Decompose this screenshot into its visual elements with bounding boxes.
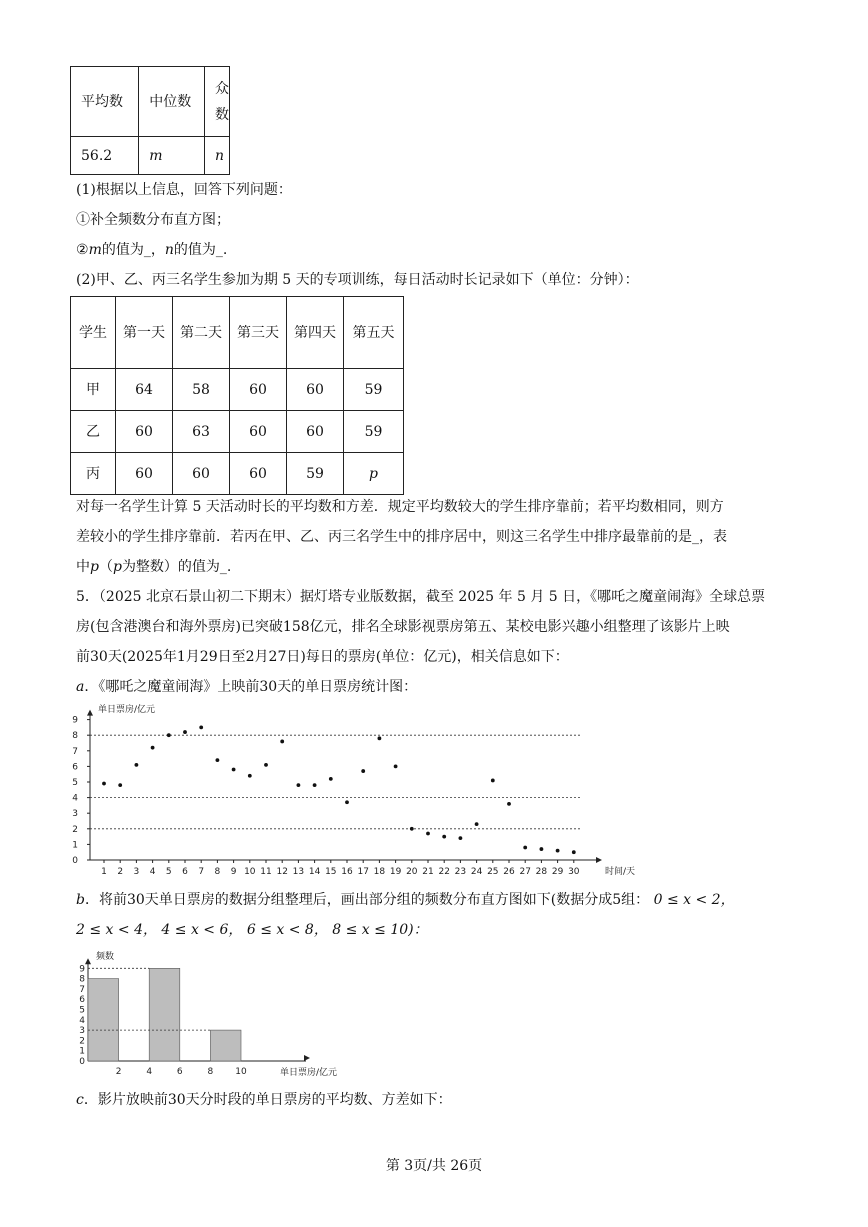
x-tick-label: 3 — [133, 867, 140, 877]
cell: 60 — [230, 411, 287, 453]
paragraph-line-3: 中p（p为整数）的值为_. — [76, 559, 232, 575]
question-1a: ①补全频数分布直方图； — [76, 212, 230, 228]
cell: 60 — [116, 453, 173, 495]
y-tick-label: 5 — [79, 1005, 85, 1016]
data-point — [297, 783, 301, 787]
data-point — [167, 733, 171, 737]
training-header-student: 学生 — [71, 297, 116, 369]
x-tick-label: 2 — [115, 1067, 122, 1077]
data-point — [378, 736, 382, 740]
cell: 60 — [230, 453, 287, 495]
data-point — [475, 822, 479, 826]
training-header-day1: 第一天 — [116, 297, 173, 369]
x-axis-label: 单日票房/亿元 — [280, 1068, 338, 1078]
x-tick-label: 11 — [260, 867, 272, 877]
x-tick-label: 6 — [182, 867, 188, 877]
data-point — [329, 777, 333, 781]
histogram-bar — [149, 968, 180, 1061]
y-tick-label: 9 — [79, 964, 85, 975]
y-tick-label: 0 — [79, 1057, 85, 1067]
cell: 60 — [116, 411, 173, 453]
y-tick-label: 1 — [72, 840, 78, 851]
data-point — [442, 835, 446, 839]
x-tick-label: 19 — [389, 867, 402, 877]
x-tick-label: 8 — [207, 1067, 214, 1077]
cell: 乙 — [71, 411, 116, 453]
stats-table — [70, 66, 230, 175]
data-point — [216, 758, 220, 762]
data-point — [151, 746, 155, 750]
x-tick-label: 20 — [406, 867, 418, 877]
x-tick-label: 8 — [214, 867, 221, 877]
x-tick-label: 16 — [341, 867, 353, 877]
stats-header-mode: 众数 — [205, 67, 230, 137]
x-axis-label: 时间/天 — [605, 867, 636, 877]
histogram-bar — [210, 1030, 241, 1061]
x-tick-label: 17 — [357, 867, 369, 877]
x-tick-label: 14 — [308, 867, 321, 877]
x-tick-label: 28 — [535, 867, 548, 877]
y-tick-label: 8 — [72, 731, 78, 742]
scatter-chart — [60, 700, 640, 880]
x-tick-label: 22 — [438, 867, 450, 877]
data-point — [313, 783, 317, 787]
data-point — [459, 836, 463, 840]
x-tick-label: 2 — [117, 867, 124, 877]
stats-value-median: m — [139, 137, 205, 175]
y-tick-label: 7 — [72, 746, 78, 757]
y-tick-label: 3 — [72, 809, 78, 820]
data-point — [135, 763, 139, 767]
x-tick-label: 30 — [568, 867, 580, 877]
data-point — [183, 730, 187, 734]
stats-value-mean: 56.2 — [71, 137, 139, 175]
y-tick-label: 3 — [79, 1026, 85, 1037]
y-tick-label: 4 — [79, 1015, 85, 1026]
training-header-day5: 第五天 — [344, 297, 404, 369]
data-point — [523, 846, 527, 850]
question-5-line-1: 5．（2025 北京石景山初二下期末）据灯塔专业版数据，截至 2025 年 5 月 5 日，《哪吒之魔童闹海》全球总票 — [76, 589, 766, 605]
y-axis-arrow — [85, 958, 91, 964]
x-axis-arrow — [304, 1055, 310, 1061]
y-tick-label: 2 — [79, 1036, 85, 1047]
y-tick-label: 0 — [72, 856, 78, 866]
x-tick-label: 4 — [146, 1067, 153, 1077]
question-5-line-3: 前30天(2025年1月29日至2月27日)每日的票房(单位：亿元)，相关信息如下： — [76, 649, 569, 665]
data-point — [426, 832, 430, 836]
x-axis-arrow — [596, 857, 602, 863]
x-tick-label: 6 — [176, 1067, 183, 1077]
question-5-line-2: 房(包含港澳台和海外票房)已突破158亿元，排名全球影视票房第五、某校电影兴趣小组整理了该影片上映 — [76, 619, 730, 635]
data-point — [280, 740, 284, 744]
y-axis-arrow — [87, 710, 93, 716]
x-tick-label: 4 — [149, 867, 156, 877]
x-tick-label: 12 — [276, 867, 288, 877]
part-c-title: c．影片放映前30天分时段的单日票房的平均数、方差如下： — [76, 1092, 452, 1108]
part-b-title: b．将前30天单日票房的数据分组整理后，画出部分组的频数分布直方图如下(数据分成5组： 0 ≤ x < 2， — [76, 892, 735, 908]
data-point — [102, 782, 106, 786]
x-tick-label: 13 — [292, 867, 305, 877]
training-header-day3: 第三天 — [230, 297, 287, 369]
question-1: (1)根据以上信息，回答下列问题： — [76, 182, 292, 198]
page-footer: 第 3页/共 26页 — [385, 1158, 483, 1174]
x-tick-label: 24 — [470, 867, 483, 877]
y-tick-label: 4 — [72, 793, 78, 804]
cell: 60 — [287, 369, 344, 411]
x-tick-label: 27 — [519, 867, 531, 877]
data-point — [410, 827, 414, 831]
paragraph-line-2: 差较小的学生排序靠前．若丙在甲、乙、丙三名学生中的排序居中，则这三名学生中排序最靠前的是_，表 — [76, 529, 727, 545]
training-table — [70, 296, 404, 495]
data-point — [572, 850, 576, 854]
y-axis-label: 频数 — [96, 952, 115, 962]
paragraph-line-1: 对每一名学生计算 5 天活动时长的平均数和方差．规定平均数较大的学生排序靠前；若平均数相同，则方 — [76, 499, 724, 515]
data-point — [345, 800, 349, 804]
cell: 59 — [344, 369, 404, 411]
data-point — [540, 847, 544, 851]
cell: 64 — [116, 369, 173, 411]
x-tick-label: 21 — [422, 867, 434, 877]
cell: 60 — [173, 453, 230, 495]
part-a-title: a．《哪吒之魔童闹海》上映前30天的单日票房统计图： — [76, 679, 418, 695]
cell: 甲 — [71, 369, 116, 411]
y-tick-label: 6 — [72, 762, 78, 773]
y-tick-label: 9 — [72, 715, 78, 726]
cell: 63 — [173, 411, 230, 453]
data-point — [232, 768, 236, 772]
x-tick-label: 23 — [454, 867, 467, 877]
y-tick-label: 7 — [79, 984, 85, 995]
table-row — [71, 411, 404, 453]
data-point — [264, 763, 268, 767]
training-header-day4: 第四天 — [287, 297, 344, 369]
y-tick-label: 5 — [72, 778, 78, 788]
y-tick-label: 1 — [79, 1046, 85, 1057]
data-point — [507, 802, 511, 806]
x-tick-label: 18 — [373, 867, 386, 877]
stats-value-mode: n — [205, 137, 230, 175]
data-point — [118, 783, 122, 787]
table-row — [71, 369, 404, 411]
question-2: (2)甲、乙、丙三名学生参加为期 5 天的专项训练，每日活动时长记录如下（单位：分钟）： — [76, 272, 639, 288]
x-tick-label: 29 — [551, 867, 564, 877]
stats-header-median: 中位数 — [139, 67, 205, 137]
cell: 58 — [173, 369, 230, 411]
cell: p — [344, 453, 404, 495]
x-tick-label: 26 — [503, 867, 515, 877]
y-tick-label: 6 — [79, 995, 85, 1006]
cell: 59 — [344, 411, 404, 453]
x-tick-label: 7 — [198, 867, 205, 877]
question-1b: ②m的值为_，n的值为_. — [76, 242, 228, 258]
cell: 60 — [230, 369, 287, 411]
cell: 59 — [287, 453, 344, 495]
cell: 60 — [287, 411, 344, 453]
y-tick-label: 8 — [79, 974, 85, 985]
data-point — [361, 769, 365, 773]
stats-header-mean: 平均数 — [71, 67, 139, 137]
x-tick-label: 25 — [487, 867, 499, 877]
data-point — [556, 849, 560, 853]
x-tick-label: 5 — [165, 867, 172, 877]
data-point — [394, 765, 398, 769]
y-tick-label: 2 — [72, 824, 78, 835]
x-tick-label: 15 — [325, 867, 337, 877]
x-tick-label: 10 — [235, 1067, 247, 1077]
histogram-chart — [60, 945, 380, 1085]
x-tick-label: 1 — [101, 867, 107, 877]
table-row — [71, 453, 404, 495]
part-b-groups: 2 ≤ x < 4， 4 ≤ x < 6， 6 ≤ x < 8， 8 ≤ x ≤ 10)： — [76, 922, 428, 938]
data-point — [199, 726, 203, 730]
data-point — [491, 779, 495, 783]
x-tick-label: 9 — [230, 867, 237, 877]
cell: 丙 — [71, 453, 116, 495]
y-axis-label: 单日票房/亿元 — [98, 705, 156, 715]
data-point — [248, 774, 252, 778]
x-tick-label: 10 — [244, 867, 256, 877]
histogram-bar — [88, 979, 119, 1061]
training-header-day2: 第二天 — [173, 297, 230, 369]
